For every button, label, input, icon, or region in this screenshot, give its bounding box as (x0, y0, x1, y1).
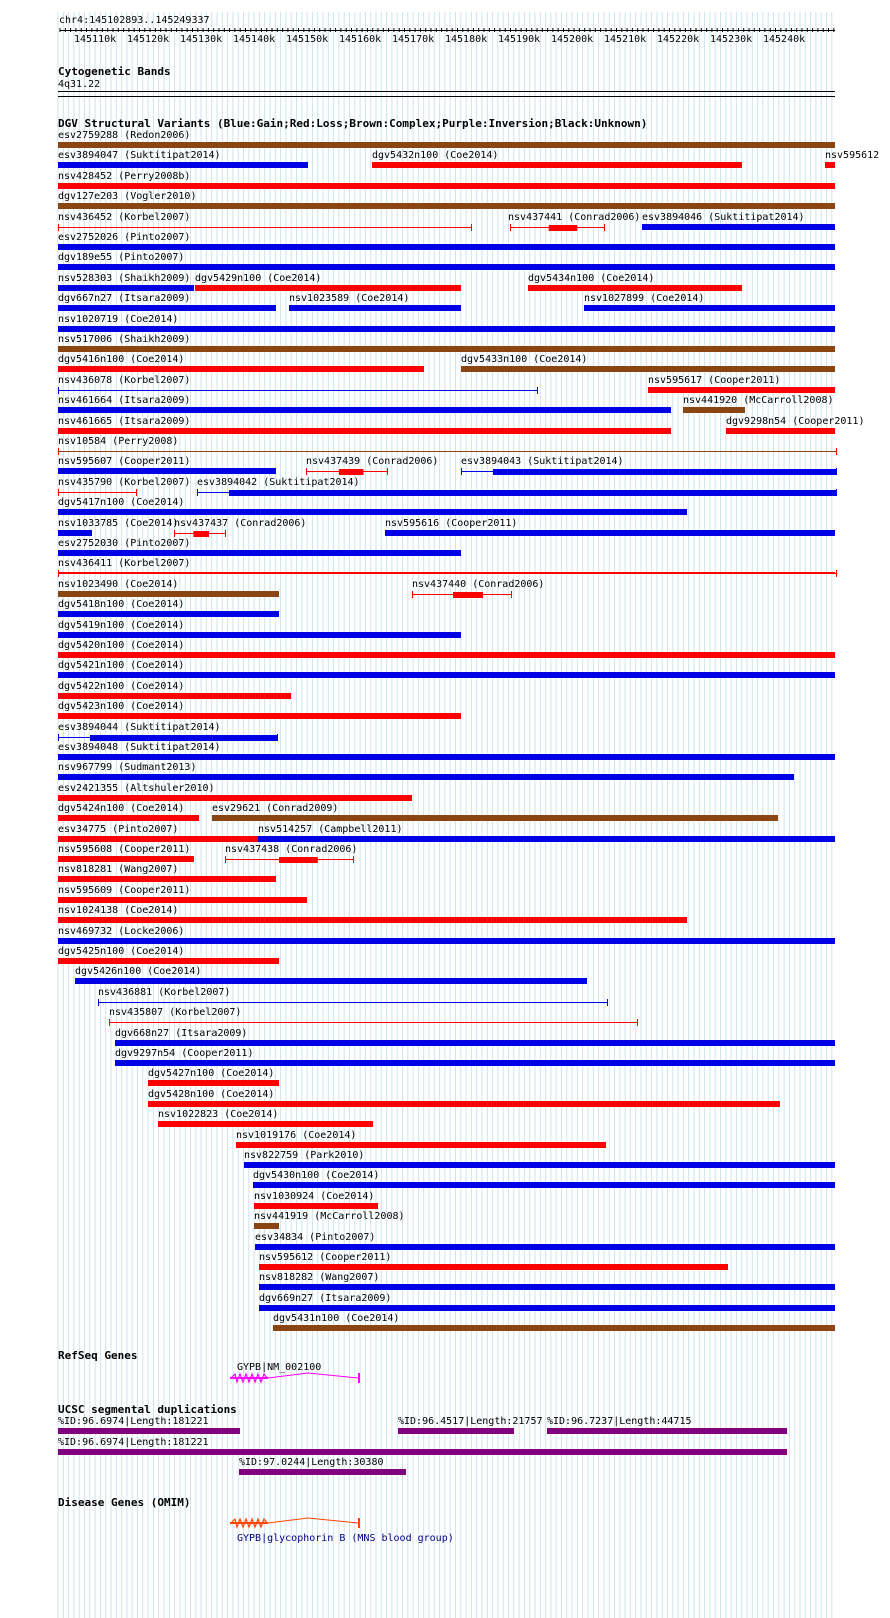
variant-label[interactable]: nsv822759 (Park2010) (244, 1150, 365, 1161)
variant-label[interactable]: esv3894043 (Suktitipat2014) (461, 456, 624, 468)
variant-label[interactable]: nsv1030924 (Coe2014) (254, 1190, 375, 1202)
variant-bar[interactable] (58, 958, 279, 964)
variant-bar[interactable] (253, 1182, 835, 1188)
variant-label[interactable]: nsv1033785 (Coe2014) (58, 517, 179, 529)
variant-bar[interactable] (584, 305, 835, 311)
variant-bar[interactable] (195, 285, 461, 291)
variant-bar[interactable] (726, 428, 835, 434)
segdup-bar[interactable] (547, 1428, 787, 1434)
variant-bar[interactable] (58, 162, 308, 168)
variant-bar[interactable] (58, 550, 461, 556)
variant-bar[interactable] (115, 1040, 835, 1046)
variant-label[interactable]: nsv441920 (McCarroll2008) (683, 395, 834, 407)
variant-bar[interactable] (254, 1223, 279, 1229)
variant-bar[interactable] (98, 999, 608, 1007)
variant-label[interactable]: dgv5434n100 (Coe2014) (528, 272, 655, 284)
variant-label[interactable]: nsv437441 (Conrad2006) (508, 211, 641, 223)
variant-bar[interactable] (58, 672, 835, 678)
variant-label[interactable]: dgv5433n100 (Coe2014) (461, 354, 588, 366)
ruler-tick-label: 145240k (763, 34, 806, 45)
variant-label[interactable]: esv3894042 (Suktitipat2014) (197, 476, 360, 488)
variant-bar[interactable] (58, 876, 276, 882)
variant-bar[interactable] (289, 305, 461, 311)
variant-bar[interactable] (148, 1101, 780, 1107)
variant-bar[interactable] (225, 856, 354, 864)
variant-bar[interactable] (58, 407, 671, 413)
variant-bar[interactable] (58, 917, 687, 923)
variant-bar[interactable] (259, 1264, 728, 1270)
segdup-track-title: UCSC segmental duplications (58, 1403, 237, 1416)
variant-label[interactable]: nsv1022823 (Coe2014) (158, 1109, 279, 1121)
variant-label[interactable]: nsv435790 (Korbel2007) (58, 476, 191, 488)
variant-bar[interactable] (58, 346, 835, 352)
variant-label[interactable]: nsv436452 (Korbel2007) (58, 211, 191, 223)
variant-bar[interactable] (58, 754, 835, 760)
variant-label[interactable]: dgv5419n100 (Coe2014) (58, 619, 185, 631)
variant-bar[interactable] (642, 224, 835, 230)
variant-bar[interactable] (58, 836, 258, 842)
variant-bar[interactable] (58, 530, 92, 536)
variant-label[interactable]: dgv669n27 (Itsara2009) (259, 1292, 392, 1304)
variant-bar[interactable] (58, 326, 835, 332)
omim-track-title: Disease Genes (OMIM) (58, 1496, 191, 1509)
variant-label[interactable]: dgv5422n100 (Coe2014) (58, 680, 185, 692)
variant-bar[interactable] (259, 1305, 835, 1311)
variant-label[interactable]: nsv437440 (Conrad2006) (412, 578, 545, 590)
variant-bar[interactable] (58, 387, 538, 395)
variant-label[interactable]: dgv9298n54 (Cooper2011) (726, 415, 865, 427)
variant-bar[interactable] (58, 448, 837, 456)
variant-label[interactable]: nsv595612 (Cooper2011) (259, 1252, 392, 1263)
variant-label[interactable]: esv2759288 (Redon2006) (58, 130, 191, 141)
variant-bar[interactable] (258, 836, 835, 842)
variant-label[interactable]: dgv5418n100 (Coe2014) (58, 599, 185, 611)
variant-bar[interactable] (259, 1284, 835, 1290)
variant-label[interactable]: nsv437437 (Conrad2006) (174, 517, 307, 529)
variant-label[interactable]: nsv818281 (Wang2007) (58, 864, 179, 876)
variant-bar[interactable] (109, 1019, 638, 1027)
variant-label[interactable]: nsv514257 (Campbell2011) (258, 823, 403, 835)
omim-gene-label[interactable]: GYPB|glycophorin B (MNS blood group) (237, 1533, 454, 1544)
ruler-tick-label: 145160k (339, 34, 382, 45)
variant-label[interactable]: dgv5424n100 (Coe2014) (58, 803, 185, 815)
variant-label[interactable]: esv34775 (Pinto2007) (58, 823, 179, 835)
variant-bar[interactable] (58, 305, 276, 311)
divider (58, 572, 835, 573)
segdup-label[interactable]: %ID:96.7237|Length:44715 (547, 1416, 692, 1427)
variant-bar[interactable] (58, 264, 835, 270)
variant-bar[interactable] (212, 815, 778, 821)
dgv-track-title: DGV Structural Variants (Blue:Gain;Red:Loss;Brown:Complex;Purple:Inversion;Black:Unknown) (58, 117, 648, 130)
variant-label[interactable]: dgv5426n100 (Coe2014) (75, 966, 202, 978)
variant-bar[interactable] (306, 468, 388, 476)
variant-label[interactable]: nsv437439 (Conrad2006) (306, 456, 439, 468)
variant-bar[interactable] (148, 1080, 279, 1086)
ruler-tick-label: 145220k (657, 34, 700, 45)
variant-bar[interactable] (58, 734, 278, 742)
segdup-label[interactable]: %ID:96.4517|Length:21757 (398, 1416, 543, 1427)
variant-label[interactable]: nsv595617 (Cooper2011) (648, 374, 781, 386)
variant-label[interactable]: dgv5431n100 (Coe2014) (273, 1313, 400, 1325)
variant-label[interactable]: nsv517006 (Shaikh2009) (58, 334, 191, 345)
variant-label[interactable]: nsv436881 (Korbel2007) (98, 986, 231, 998)
variant-bar[interactable] (244, 1162, 835, 1168)
variant-bar[interactable] (510, 224, 605, 232)
variant-label[interactable]: nsv1020719 (Coe2014) (58, 313, 179, 325)
variant-label[interactable]: dgv127e203 (Vogler2010) (58, 191, 197, 203)
variant-label[interactable]: dgv9297n54 (Cooper2011) (115, 1048, 254, 1059)
variant-label[interactable]: esv3894047 (Suktitipat2014) (58, 150, 221, 162)
variant-label[interactable]: nsv461664 (Itsara2009) (58, 395, 191, 407)
variant-label[interactable]: esv2752030 (Pinto2007) (58, 538, 191, 549)
segdup-bar[interactable] (58, 1449, 787, 1455)
variant-label[interactable]: dgv5432n100 (Coe2014) (372, 150, 499, 162)
variant-label[interactable]: dgv189e55 (Pinto2007) (58, 252, 185, 264)
variant-bar[interactable] (648, 387, 835, 393)
variant-bar[interactable] (58, 366, 424, 372)
segdup-label[interactable]: %ID:96.6974|Length:181221 (58, 1416, 209, 1427)
variant-label[interactable]: nsv436078 (Korbel2007) (58, 374, 191, 386)
segdup-label[interactable]: %ID:96.6974|Length:181221 (58, 1437, 209, 1448)
variant-label[interactable]: esv3894046 (Suktitipat2014) (642, 211, 805, 223)
variant-label[interactable]: nsv428452 (Perry2008b) (58, 170, 191, 182)
variant-label[interactable]: nsv436411 (Korbel2007) (58, 558, 191, 570)
variant-bar[interactable] (75, 978, 587, 984)
divider (58, 91, 835, 92)
variant-label[interactable]: dgv5429n100 (Coe2014) (195, 272, 322, 284)
variant-label[interactable]: nsv528303 (Shaikh2009) (58, 272, 191, 284)
variant-bar[interactable] (58, 652, 835, 658)
variant-bar[interactable] (372, 162, 742, 168)
variant-bar[interactable] (58, 183, 835, 189)
variant-bar[interactable] (197, 489, 837, 497)
segdup-label[interactable]: %ID:97.0244|Length:30380 (239, 1457, 384, 1468)
variant-label[interactable]: nsv10584 (Perry2008) (58, 436, 179, 447)
ruler-tick-label: 145190k (498, 34, 541, 45)
variant-label[interactable]: nsv595612 (825, 150, 880, 162)
variant-label[interactable]: nsv1019176 (Coe2014) (236, 1129, 357, 1141)
variant-bar[interactable] (255, 1244, 835, 1250)
variant-label[interactable]: esv3894048 (Suktitipat2014) (58, 742, 221, 753)
ruler-tick-label: 145120k (127, 34, 170, 45)
variant-bar[interactable] (683, 407, 745, 413)
variant-label[interactable]: dgv667n27 (Itsara2009) (58, 293, 191, 305)
ruler-tick-label: 145180k (445, 34, 488, 45)
variant-label[interactable]: dgv5421n100 (Coe2014) (58, 660, 185, 672)
variant-label[interactable]: nsv469732 (Locke2006) (58, 925, 185, 937)
variant-bar[interactable] (115, 1060, 835, 1066)
variant-label[interactable]: esv2421355 (Altshuler2010) (58, 782, 215, 794)
variant-label[interactable]: nsv595608 (Cooper2011) (58, 844, 191, 855)
variant-label[interactable]: nsv595609 (Cooper2011) (58, 884, 191, 896)
variant-label[interactable]: nsv1023589 (Coe2014) (289, 293, 410, 305)
variant-label[interactable]: nsv595607 (Cooper2011) (58, 456, 191, 468)
variant-bar[interactable] (236, 1142, 606, 1148)
variant-bar[interactable] (58, 244, 835, 250)
variant-label[interactable]: dgv5417n100 (Coe2014) (58, 497, 185, 509)
variant-bar[interactable] (58, 938, 835, 944)
variant-label[interactable]: dgv5416n100 (Coe2014) (58, 354, 185, 366)
variant-label[interactable]: nsv967799 (Sudmant2013) (58, 762, 197, 774)
variant-label[interactable]: nsv1027899 (Coe2014) (584, 293, 705, 305)
variant-bar[interactable] (58, 224, 472, 232)
segdup-bar[interactable] (58, 1428, 240, 1434)
variant-label[interactable]: nsv461665 (Itsara2009) (58, 415, 191, 427)
variant-bar[interactable] (58, 856, 194, 862)
variant-label[interactable]: dgv668n27 (Itsara2009) (115, 1027, 248, 1039)
refseq-gene-model[interactable] (228, 1372, 368, 1386)
ruler-tick-label: 145130k (180, 34, 223, 45)
ruler-tick-label: 145200k (551, 34, 594, 45)
refseq-track-title: RefSeq Genes (58, 1349, 138, 1362)
variant-bar[interactable] (58, 795, 412, 801)
variant-bar[interactable] (58, 428, 671, 434)
variant-bar[interactable] (254, 1203, 378, 1209)
variant-bar[interactable] (825, 162, 835, 168)
variant-bar[interactable] (412, 591, 512, 599)
refseq-gene-label[interactable]: GYPB|NM_002100 (237, 1362, 322, 1373)
variant-bar[interactable] (58, 591, 279, 597)
variant-bar[interactable] (273, 1325, 835, 1331)
variant-label[interactable]: esv2752026 (Pinto2007) (58, 232, 191, 243)
divider (58, 451, 835, 452)
cytogenetic-bands-title: Cytogenetic Bands (58, 65, 171, 78)
variant-label[interactable]: nsv1023490 (Coe2014) (58, 578, 179, 590)
variant-label[interactable]: nsv818282 (Wang2007) (259, 1272, 380, 1284)
ruler-tick-label: 145110k (74, 34, 117, 45)
variant-label[interactable]: nsv595616 (Cooper2011) (385, 517, 518, 529)
variant-bar[interactable] (58, 774, 794, 780)
variant-bar[interactable] (58, 285, 194, 291)
variant-label[interactable]: dgv5425n100 (Coe2014) (58, 946, 185, 957)
variant-bar[interactable] (174, 530, 226, 538)
omim-gene-model[interactable] (228, 1517, 368, 1531)
variant-label[interactable]: nsv435807 (Korbel2007) (109, 1007, 242, 1019)
variant-bar[interactable] (58, 897, 307, 903)
variant-bar[interactable] (385, 530, 835, 536)
variant-bar[interactable] (58, 509, 687, 515)
segdup-bar[interactable] (398, 1428, 514, 1434)
ruler-location: chr4:145102893..145249337 (59, 15, 210, 26)
variant-bar[interactable] (58, 489, 137, 497)
variant-label[interactable]: esv29621 (Conrad2009) (212, 803, 339, 815)
variant-label[interactable]: nsv1024138 (Coe2014) (58, 905, 179, 917)
ruler-tick-label: 145230k (710, 34, 753, 45)
variant-bar[interactable] (461, 468, 837, 476)
variant-bar[interactable] (58, 203, 835, 209)
variant-bar[interactable] (58, 815, 199, 821)
ruler-tick-label: 145210k (604, 34, 647, 45)
variant-bar[interactable] (58, 713, 461, 719)
variant-bar[interactable] (58, 632, 461, 638)
cytoband-label: 4q31.22 (58, 79, 101, 90)
variant-bar[interactable] (58, 142, 835, 148)
variant-label[interactable]: dgv5420n100 (Coe2014) (58, 640, 185, 651)
variant-label[interactable]: dgv5427n100 (Coe2014) (148, 1068, 275, 1080)
segdup-bar[interactable] (239, 1469, 406, 1475)
ruler-tick-label: 145170k (392, 34, 435, 45)
ruler-tick-label: 145150k (286, 34, 329, 45)
variant-label[interactable]: dgv5423n100 (Coe2014) (58, 701, 185, 713)
variant-label[interactable]: dgv5428n100 (Coe2014) (148, 1088, 275, 1100)
variant-bar[interactable] (528, 285, 742, 291)
variant-label[interactable]: nsv441919 (McCarroll2008) (254, 1211, 405, 1223)
divider (58, 96, 835, 97)
variant-label[interactable]: nsv437438 (Conrad2006) (225, 844, 358, 855)
variant-bar[interactable] (58, 468, 276, 474)
variant-bar[interactable] (158, 1121, 373, 1127)
variant-bar[interactable] (58, 693, 291, 699)
variant-label[interactable]: dgv5430n100 (Coe2014) (253, 1170, 380, 1182)
variant-label[interactable]: esv34834 (Pinto2007) (255, 1231, 376, 1243)
variant-bar[interactable] (58, 611, 279, 617)
ruler-tick-label: 145140k (233, 34, 276, 45)
variant-bar[interactable] (461, 366, 835, 372)
variant-label[interactable]: esv3894044 (Suktitipat2014) (58, 721, 221, 733)
